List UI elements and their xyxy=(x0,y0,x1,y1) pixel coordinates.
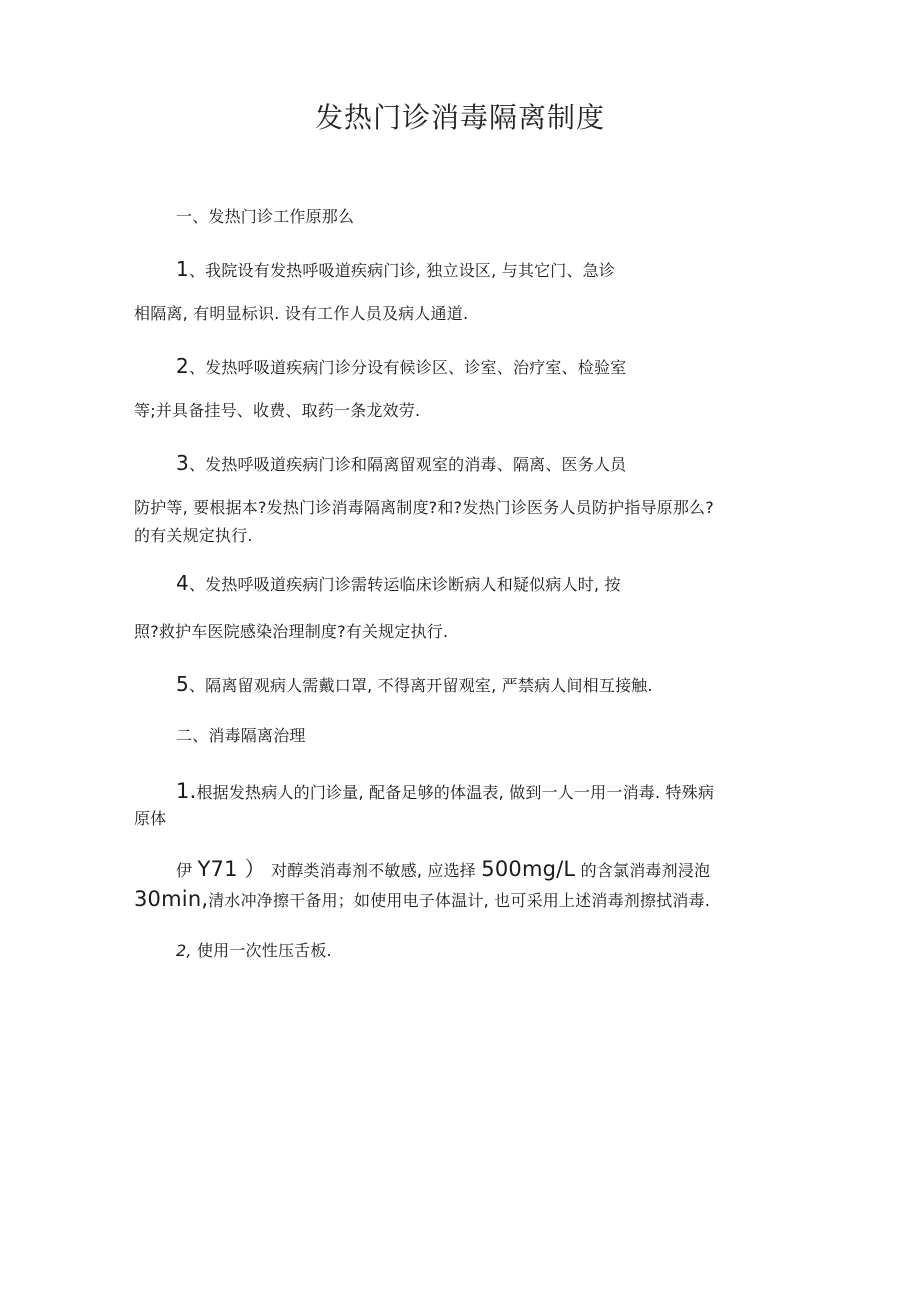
paragraph-1-line-2: 相隔离, 有明显标识. 设有工作人员及病人通道. xyxy=(134,304,469,323)
paragraph-7-line-1 xyxy=(176,940,332,962)
paragraph-2-line-1 xyxy=(176,355,626,379)
section-heading-1: 一、发热门诊工作原那么 xyxy=(176,207,355,226)
paragraph-text: 、发热呼吸道疾病门诊和隔离留观室的消毒、隔离、医务人员 xyxy=(188,455,627,474)
item-number: 5 xyxy=(176,672,189,696)
concentration-value: 500mg/L xyxy=(481,857,576,881)
paragraph-4-line-2: 照?救护车医院感染治理制度?有关规定执行. xyxy=(134,622,449,641)
paragraph-6-line-2: 原体 xyxy=(134,809,167,828)
paragraph-text: 清水冲净擦干备用；如使用电子体温计, 也可采用上述消毒剂擦拭消毒. xyxy=(208,891,711,910)
item-number: 2, xyxy=(176,941,192,960)
paragraph-3-line-2: 防护等, 要根据本?发热门诊消毒隔离制度?和?发热门诊医务人员防护指导原那么? xyxy=(134,498,714,517)
paragraph-6-line-1 xyxy=(176,780,714,804)
paragraph-3-line-1 xyxy=(176,452,626,476)
item-number: 4 xyxy=(176,571,189,595)
paragraph-text: 的含氯消毒剂浸泡 xyxy=(575,861,711,880)
paragraph-6-line-4 xyxy=(134,888,710,912)
document-title: 发热门诊消毒隔离制度 xyxy=(314,101,605,134)
paragraph-text: 、隔离留观病人需戴口罩, 不得离开留观室, 严禁病人间相互接触. xyxy=(188,676,653,695)
paragraph-4-line-1 xyxy=(176,572,621,596)
paragraph-text: 使用一次性压舌板. xyxy=(191,941,332,960)
paragraph-3-line-3: 的有关规定执行. xyxy=(134,526,253,545)
paragraph-text: 、我院设有发热呼吸道疾病门诊, 独立设区, 与其它门、急诊 xyxy=(188,261,616,280)
item-number: 1. xyxy=(176,779,197,803)
section-heading-2: 二、消毒隔离治理 xyxy=(176,726,306,745)
item-number: 3 xyxy=(176,451,189,475)
duration-value: 30min, xyxy=(134,887,209,911)
paragraph-text: 、发热呼吸道疾病门诊需转运临床诊断病人和疑似病人时, 按 xyxy=(188,575,621,594)
paragraph-text: 伊 xyxy=(176,861,198,880)
paragraph-6-line-3 xyxy=(176,858,710,882)
paragraph-text: 对醇类消毒剂不敏感, 应选择 xyxy=(265,861,482,880)
paragraph-5-line-1 xyxy=(176,673,653,697)
item-number: 1 xyxy=(176,257,189,281)
paragraph-text: 、发热呼吸道疾病门诊分设有候诊区、诊室、治疗室、检验室 xyxy=(188,358,627,377)
paragraph-1-line-1 xyxy=(176,258,615,282)
paragraph-2-line-2: 等;并具备挂号、收费、取药一条龙效劳. xyxy=(134,401,421,420)
item-number: 2 xyxy=(176,354,189,378)
code-text: Y71 ） xyxy=(197,857,266,881)
paragraph-text: 根据发热病人的门诊量, 配备足够的体温表, 做到一人一用一消毒. 特殊病 xyxy=(196,783,715,802)
